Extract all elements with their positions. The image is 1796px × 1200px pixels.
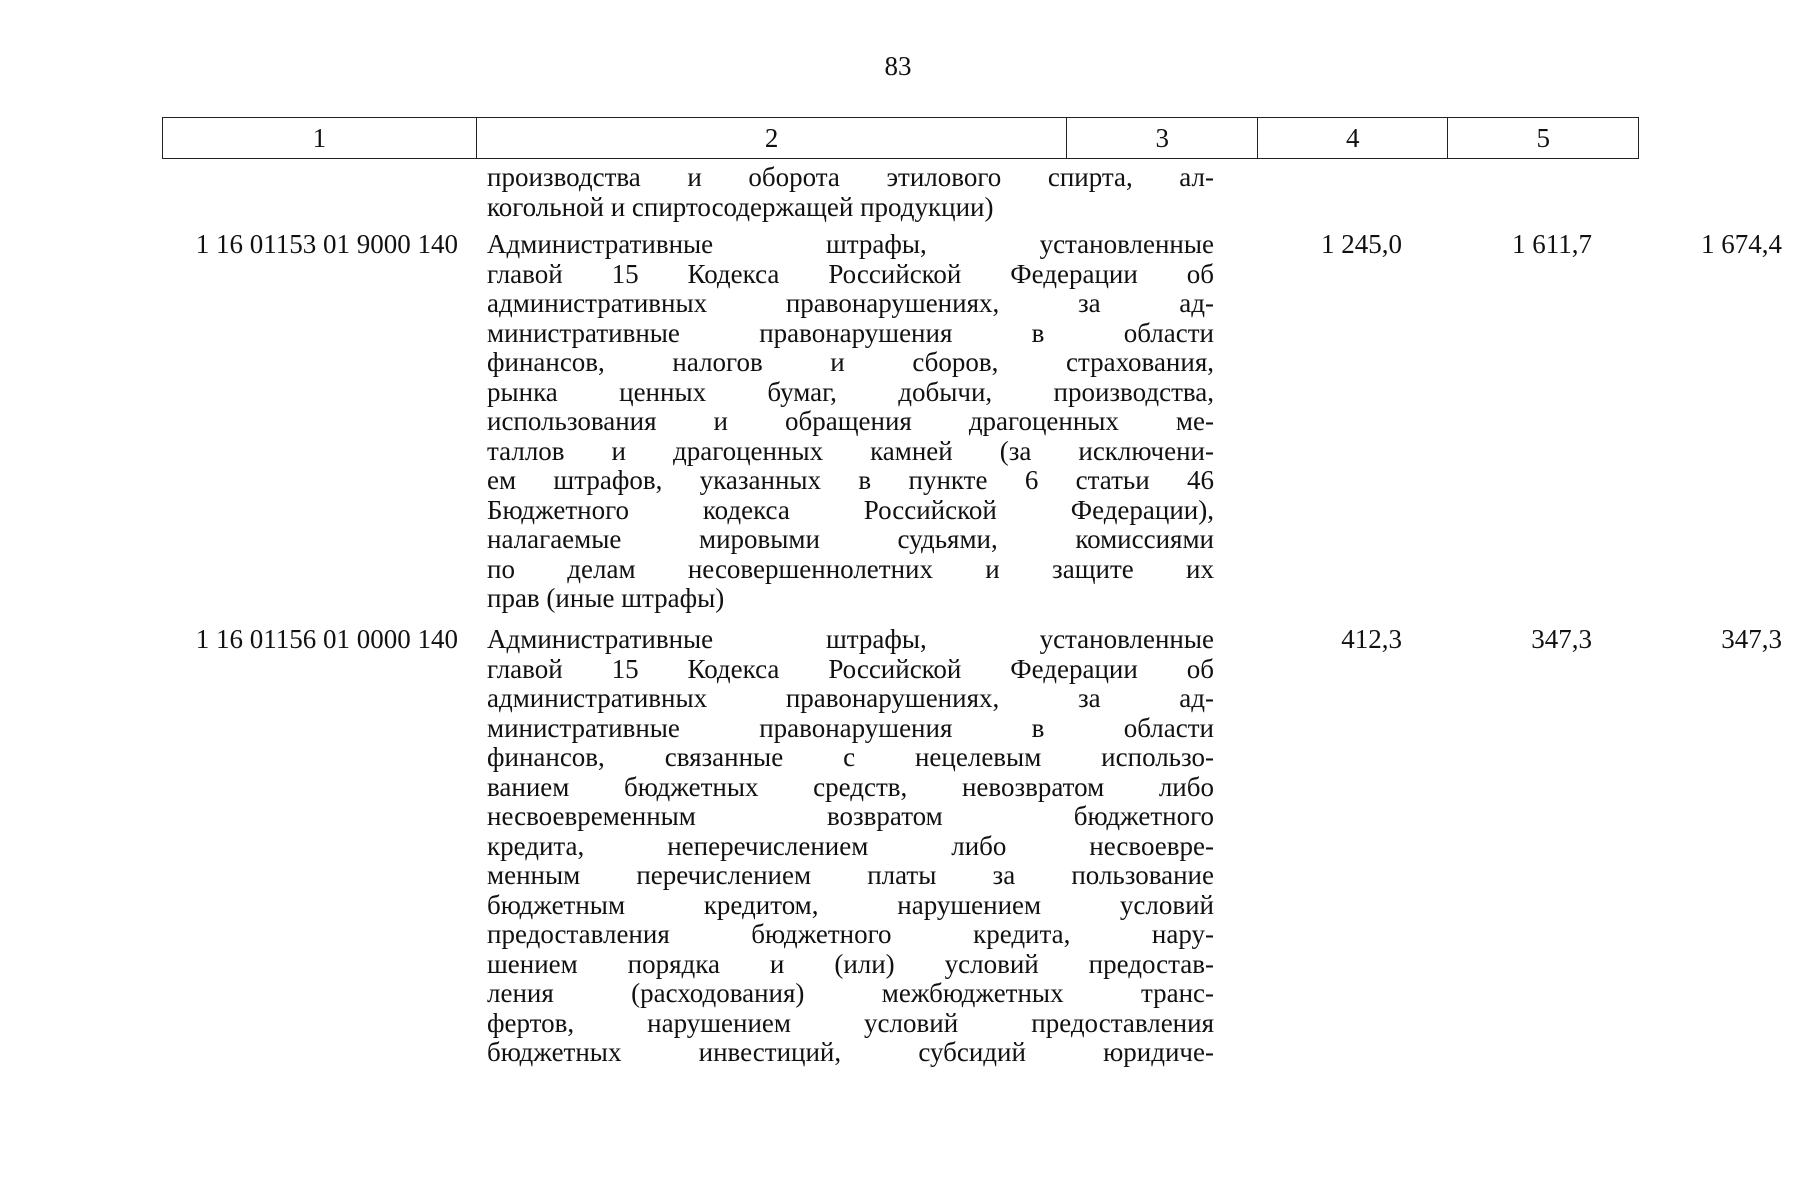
description-line: использования и обращения драгоценных ме- <box>487 406 1214 436</box>
description-line: главой 15 Кодекса Российской Федерации об <box>487 653 1214 684</box>
description-line: кредита, неперечислением либо несвоевре- <box>487 830 1214 861</box>
value-col4: 347,3 <box>1531 624 1592 654</box>
page-number: 83 <box>884 51 912 81</box>
description-line: Административные штрафы, установленные <box>487 229 1214 259</box>
description-line: когольной и спиртосодержащей продукции) <box>487 191 994 222</box>
description-line: фертов, нарушением условий предоставления <box>487 1007 1214 1038</box>
value-col4: 1 611,7 <box>1512 229 1592 259</box>
column-header-4: 4 <box>1257 118 1448 159</box>
description-line: таллов и драгоценных камней (за исключени- <box>487 435 1214 466</box>
description-line: прав (иные штрафы) <box>487 583 725 613</box>
column-header-2: 2 <box>476 118 1067 159</box>
description-line: по делам несовершеннолетних и защите их <box>487 553 1214 584</box>
description-line: административных правонарушениях, за ад- <box>487 683 1214 713</box>
description-line: бюджетных инвестиций, субсидий юридиче- <box>487 1037 1214 1067</box>
description-line: Бюджетного кодекса Российской Федерации), <box>487 494 1214 525</box>
value-col5: 1 674,4 <box>1701 229 1782 259</box>
value-col5: 347,3 <box>1721 624 1782 654</box>
row-description <box>487 230 1214 614</box>
description-line: несвоевременным возвратом бюджетного <box>487 801 1214 831</box>
description-line: ления (расходования) межбюджетных транс- <box>487 978 1214 1008</box>
description-line: министративные правонарушения в области <box>487 712 1214 743</box>
description-line: Административные штрафы, установленные <box>487 624 1214 654</box>
value-col3: 1 245,0 <box>1321 229 1402 259</box>
description-line: производства и оборота этилового спирта, ал- <box>487 162 1214 192</box>
description-line: предоставления бюджетного кредита, нару- <box>487 919 1214 949</box>
column-header-table <box>162 117 1639 159</box>
column-header-1: 1 <box>163 118 477 159</box>
description-line: министративные правонарушения в области <box>487 317 1214 348</box>
description-line: рынка ценных бумаг, добычи, производства, <box>487 376 1214 407</box>
value-col3: 412,3 <box>1341 624 1402 654</box>
description-line: финансов, налогов и сборов, страхования, <box>487 347 1214 377</box>
row-code: 1 16 01156 01 0000 140 <box>195 624 458 654</box>
row-description <box>487 163 1214 222</box>
column-header-5: 5 <box>1448 118 1639 159</box>
row-description <box>487 625 1214 1068</box>
description-line: ванием бюджетных средств, невозвратом либо <box>487 771 1214 802</box>
description-line: бюджетным кредитом, нарушением условий <box>487 889 1214 920</box>
description-line: ем штрафов, указанных в пункте 6 статьи 46 <box>487 465 1214 495</box>
column-header-3: 3 <box>1067 118 1258 159</box>
description-line: налагаемые мировыми судьями, комиссиями <box>487 524 1214 554</box>
row-code: 1 16 01153 01 9000 140 <box>195 229 458 259</box>
description-line: шением порядка и (или) условий предостав- <box>487 948 1214 979</box>
description-line: главой 15 Кодекса Российской Федерации об <box>487 258 1214 289</box>
description-line: административных правонарушениях, за ад- <box>487 288 1214 318</box>
description-line: финансов, связанные с нецелевым использо- <box>487 742 1214 772</box>
column-header-row <box>163 118 1639 159</box>
description-line: менным перечислением платы за пользование <box>487 860 1214 890</box>
